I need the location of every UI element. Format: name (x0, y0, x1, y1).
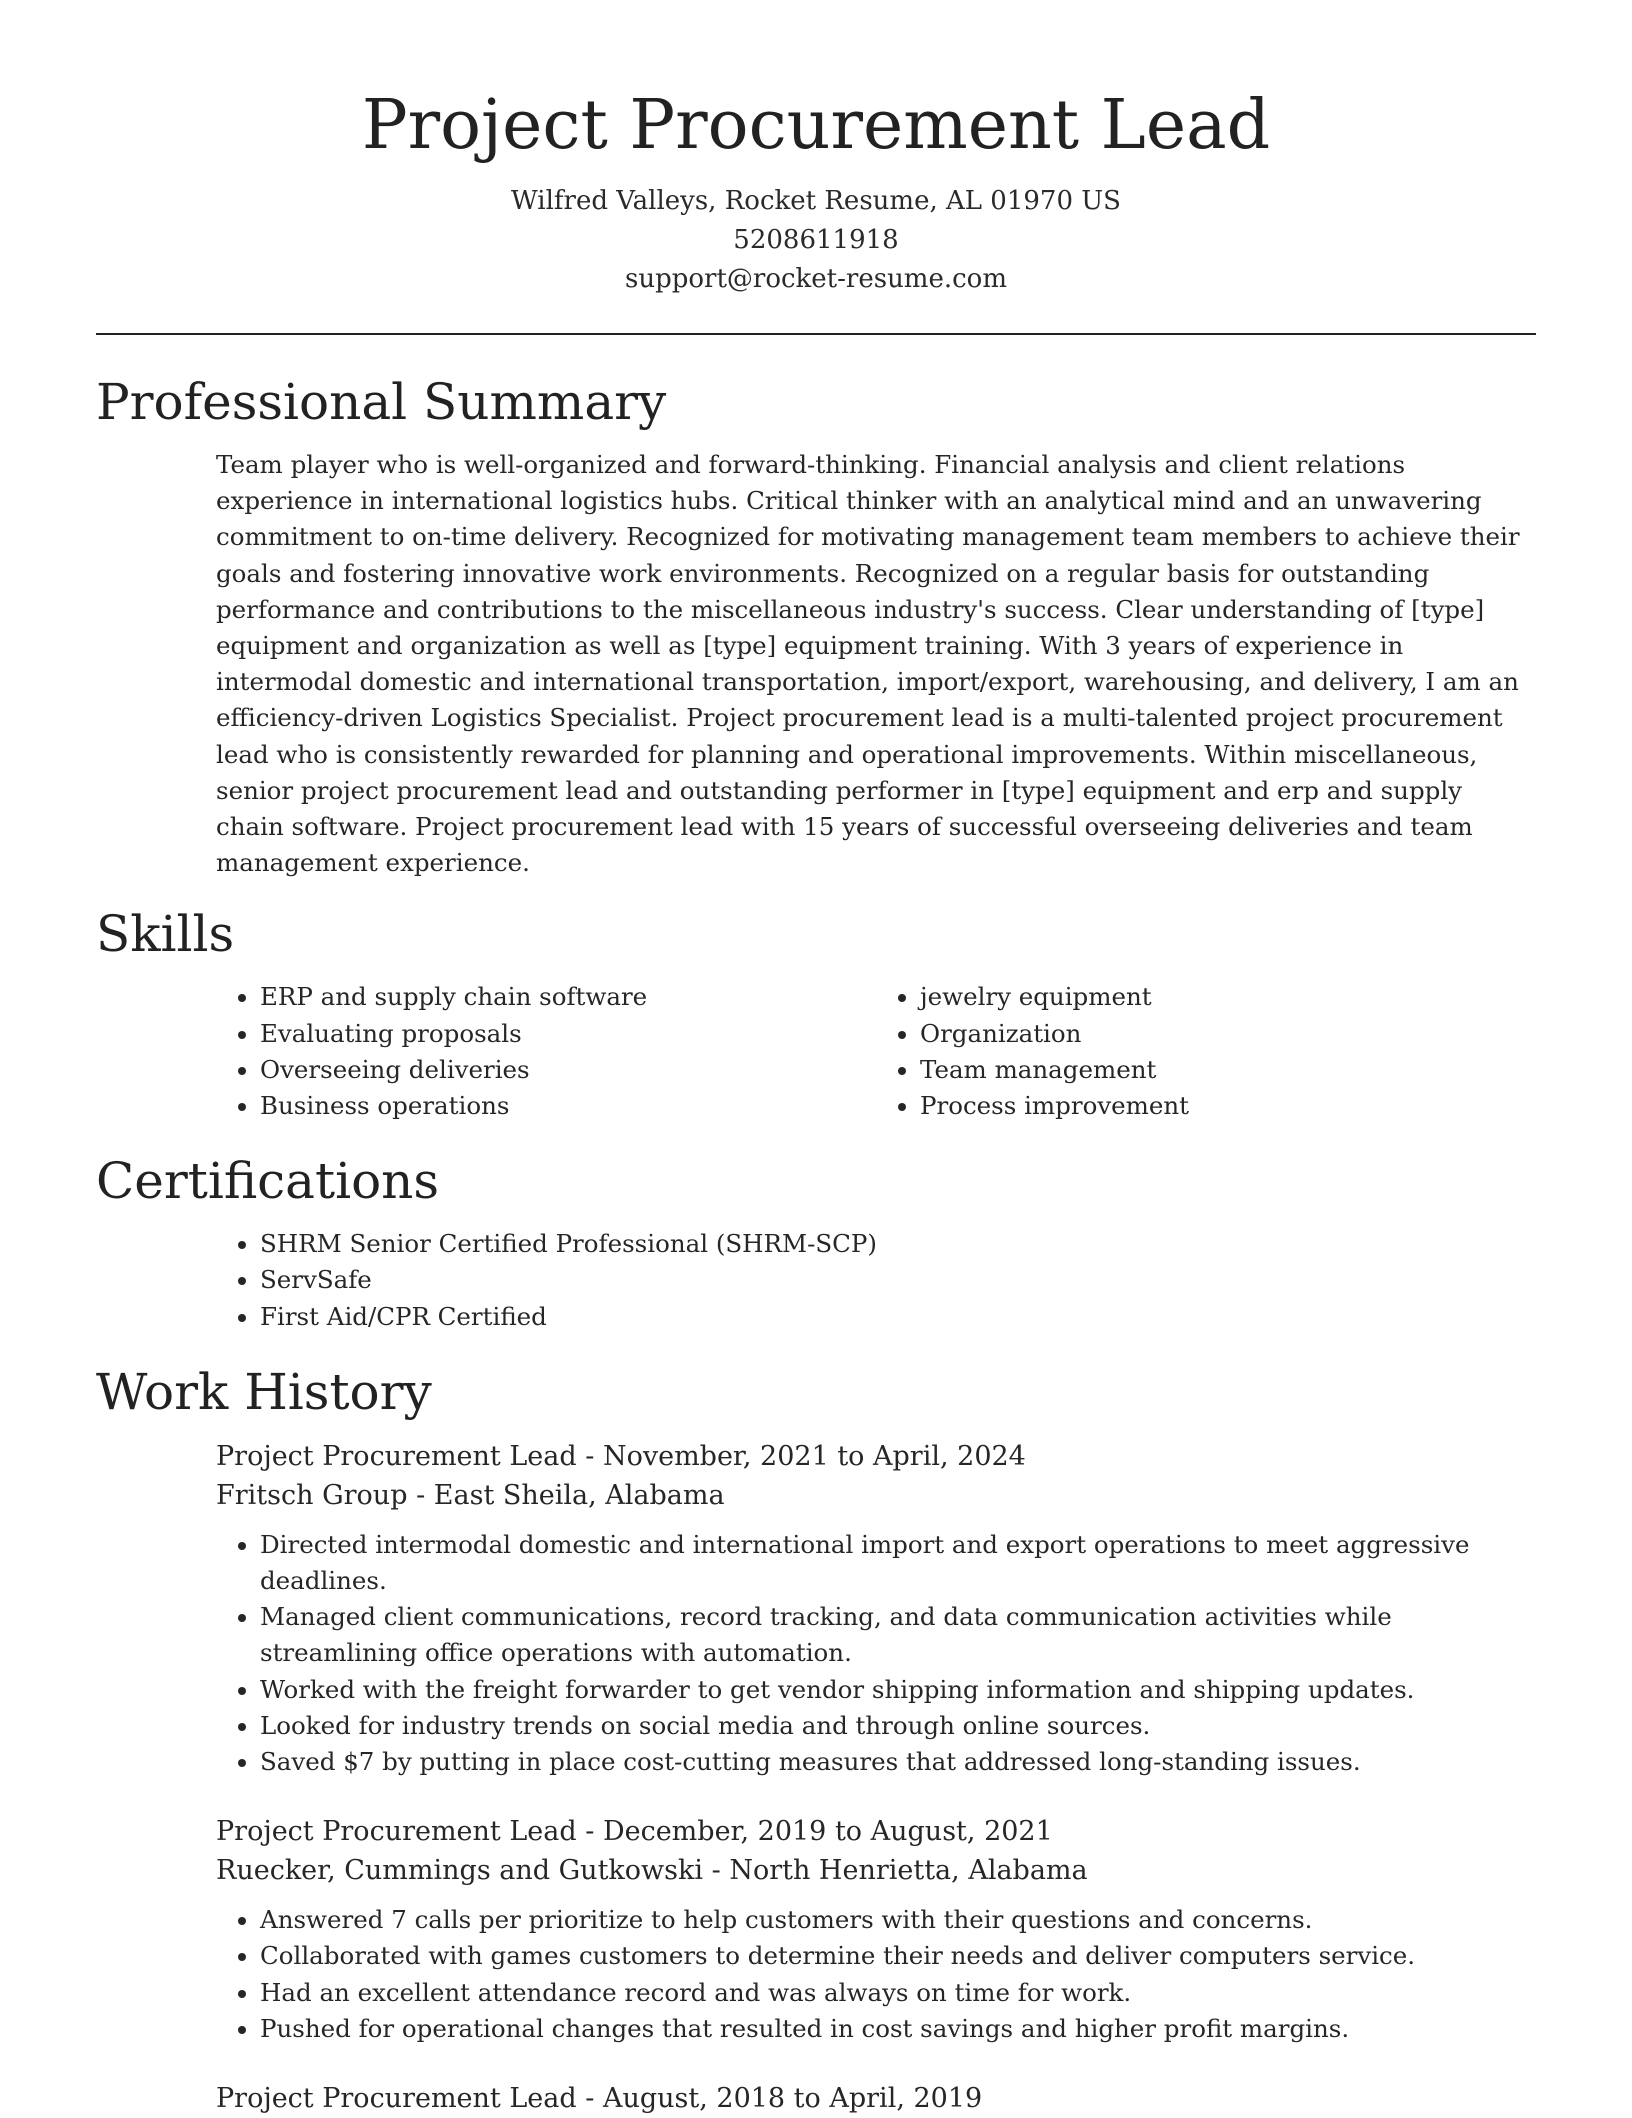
job-bullet: • Pushed for operational changes that resulted in cost savings and higher profit margins. (260, 2011, 1536, 2047)
resume-header (96, 0, 1536, 299)
job-title-line: Project Procurement Lead - November, 2021 to April, 2024 (216, 1440, 1026, 1472)
skills-right-list (876, 979, 1536, 1124)
work-history-section (96, 1361, 1536, 2118)
job-bullet: • Looked for industry trends on social media and through online sources. (260, 1708, 1536, 1744)
work-history-title: Work History (96, 1362, 432, 1421)
contact-block (96, 182, 1536, 299)
job-bullet: • Saved $7 by putting in place cost-cutting measures that addressed long-standing issues. (260, 1744, 1536, 1780)
job-location: East Sheila, Alabama (433, 1479, 725, 1511)
job-role: Project Procurement Lead (216, 1816, 577, 1848)
job-dates: August, 2018 to April, 2019 (602, 2083, 983, 2115)
certification-item: • ServSafe (260, 1262, 1536, 1298)
certifications-title: Certifications (96, 1152, 440, 1211)
skill-item: • Organization (920, 1016, 1536, 1052)
job-location: North Henrietta, Alabama (729, 1855, 1088, 1887)
certifications-list (216, 1226, 1536, 1335)
job-dates: November, 2021 to April, 2024 (602, 1440, 1026, 1472)
summary-title: Professional Summary (96, 373, 667, 431)
job-company-line: Ruecker, Cummings and Gutkowski - North Henrietta, Alabama (216, 1855, 1088, 1887)
job-title-line: Project Procurement Lead - December, 2019 to August, 2021 (216, 1816, 1053, 1848)
skills-columns (216, 979, 1536, 1124)
skill-item: • Process improvement (920, 1088, 1536, 1124)
job-company: Fritsch Group (216, 1479, 408, 1511)
resume-name: Project Procurement Lead (361, 86, 1271, 165)
skill-item: • jewelry equipment (920, 979, 1536, 1015)
job-bullets (216, 1902, 1536, 2047)
job-entry (216, 1812, 1536, 2047)
skill-item: • Evaluating proposals (260, 1016, 876, 1052)
job-bullet: • Worked with the freight forwarder to get vendor shipping information and shipping updates. (260, 1672, 1536, 1708)
skills-left-list (216, 979, 876, 1124)
contact-phone: 5208611918 (733, 225, 899, 255)
job-bullet: • Directed intermodal domestic and international import and export operations to meet aggressive deadlines. (260, 1527, 1536, 1599)
job-bullet: • Collaborated with games customers to determine their needs and deliver computers service. (260, 1938, 1536, 1974)
job-title-line: Project Procurement Lead - August, 2018 to April, 2019 (216, 2083, 983, 2115)
job-bullet: • Managed client communications, record tracking, and data communication activities while streamlining office operations with automation. (260, 1599, 1536, 1671)
skill-item: • Business operations (260, 1088, 876, 1124)
job-company: Ruecker, Cummings and Gutkowski (216, 1855, 704, 1887)
certification-item: • First Aid/CPR Certified (260, 1299, 1536, 1335)
certification-item: • SHRM Senior Certified Professional (SHRM-SCP) (260, 1226, 1536, 1262)
resume-page (96, 0, 1536, 2118)
job-role: Project Procurement Lead (216, 2083, 577, 2115)
certifications-section (96, 1150, 1536, 1335)
skill-item: • Team management (920, 1052, 1536, 1088)
summary-text: Team player who is well-organized and forward-thinking. Financial analysis and client relations experience in international logistics hubs. Critical thinker with an analytical mind and an unwavering commitment to on-time delivery. Recognized for motivating management team members to achieve their goals and fostering innovative work environments. Recognized on a regular basis for outstanding performance and contributions to the miscellaneous industry's success. Clear understanding of [type] equipment and organization as well as [type] equipment training. With 3 years of experience in intermodal domestic and international transportation, import/export, warehousing, and delivery, I am an efficiency-driven Logistics Specialist. Project procurement lead is a multi-talented project procurement lead who is consistently rewarded for planning and operational improvements. Within miscellaneous, senior project procurement lead and outstanding performer in [type] equipment and erp and supply chain software. Project procurement lead with 15 years of successful overseeing deliveries and team management experience. (216, 450, 1520, 878)
job-bullets (216, 1527, 1536, 1780)
job-bullet: • Had an excellent attendance record and was always on time for work. (260, 1975, 1536, 2011)
job-bullet: • Answered 7 calls per prioritize to help customers with their questions and concerns. (260, 1902, 1536, 1938)
skills-section (96, 903, 1536, 1124)
job-entry (216, 2079, 1536, 2118)
skill-item: • ERP and supply chain software (260, 979, 876, 1015)
summary-section (96, 371, 1536, 881)
contact-email: support@rocket-resume.com (624, 264, 1007, 294)
job-company-line: Fritsch Group - East Sheila, Alabama (216, 1479, 725, 1511)
header-divider (96, 333, 1536, 335)
skills-title: Skills (96, 905, 235, 964)
job-role: Project Procurement Lead (216, 1440, 577, 1472)
contact-address: Wilfred Valleys, Rocket Resume, AL 01970 US (511, 186, 1121, 216)
job-dates: December, 2019 to August, 2021 (602, 1816, 1053, 1848)
skill-item: • Overseeing deliveries (260, 1052, 876, 1088)
job-entry (216, 1437, 1536, 1780)
